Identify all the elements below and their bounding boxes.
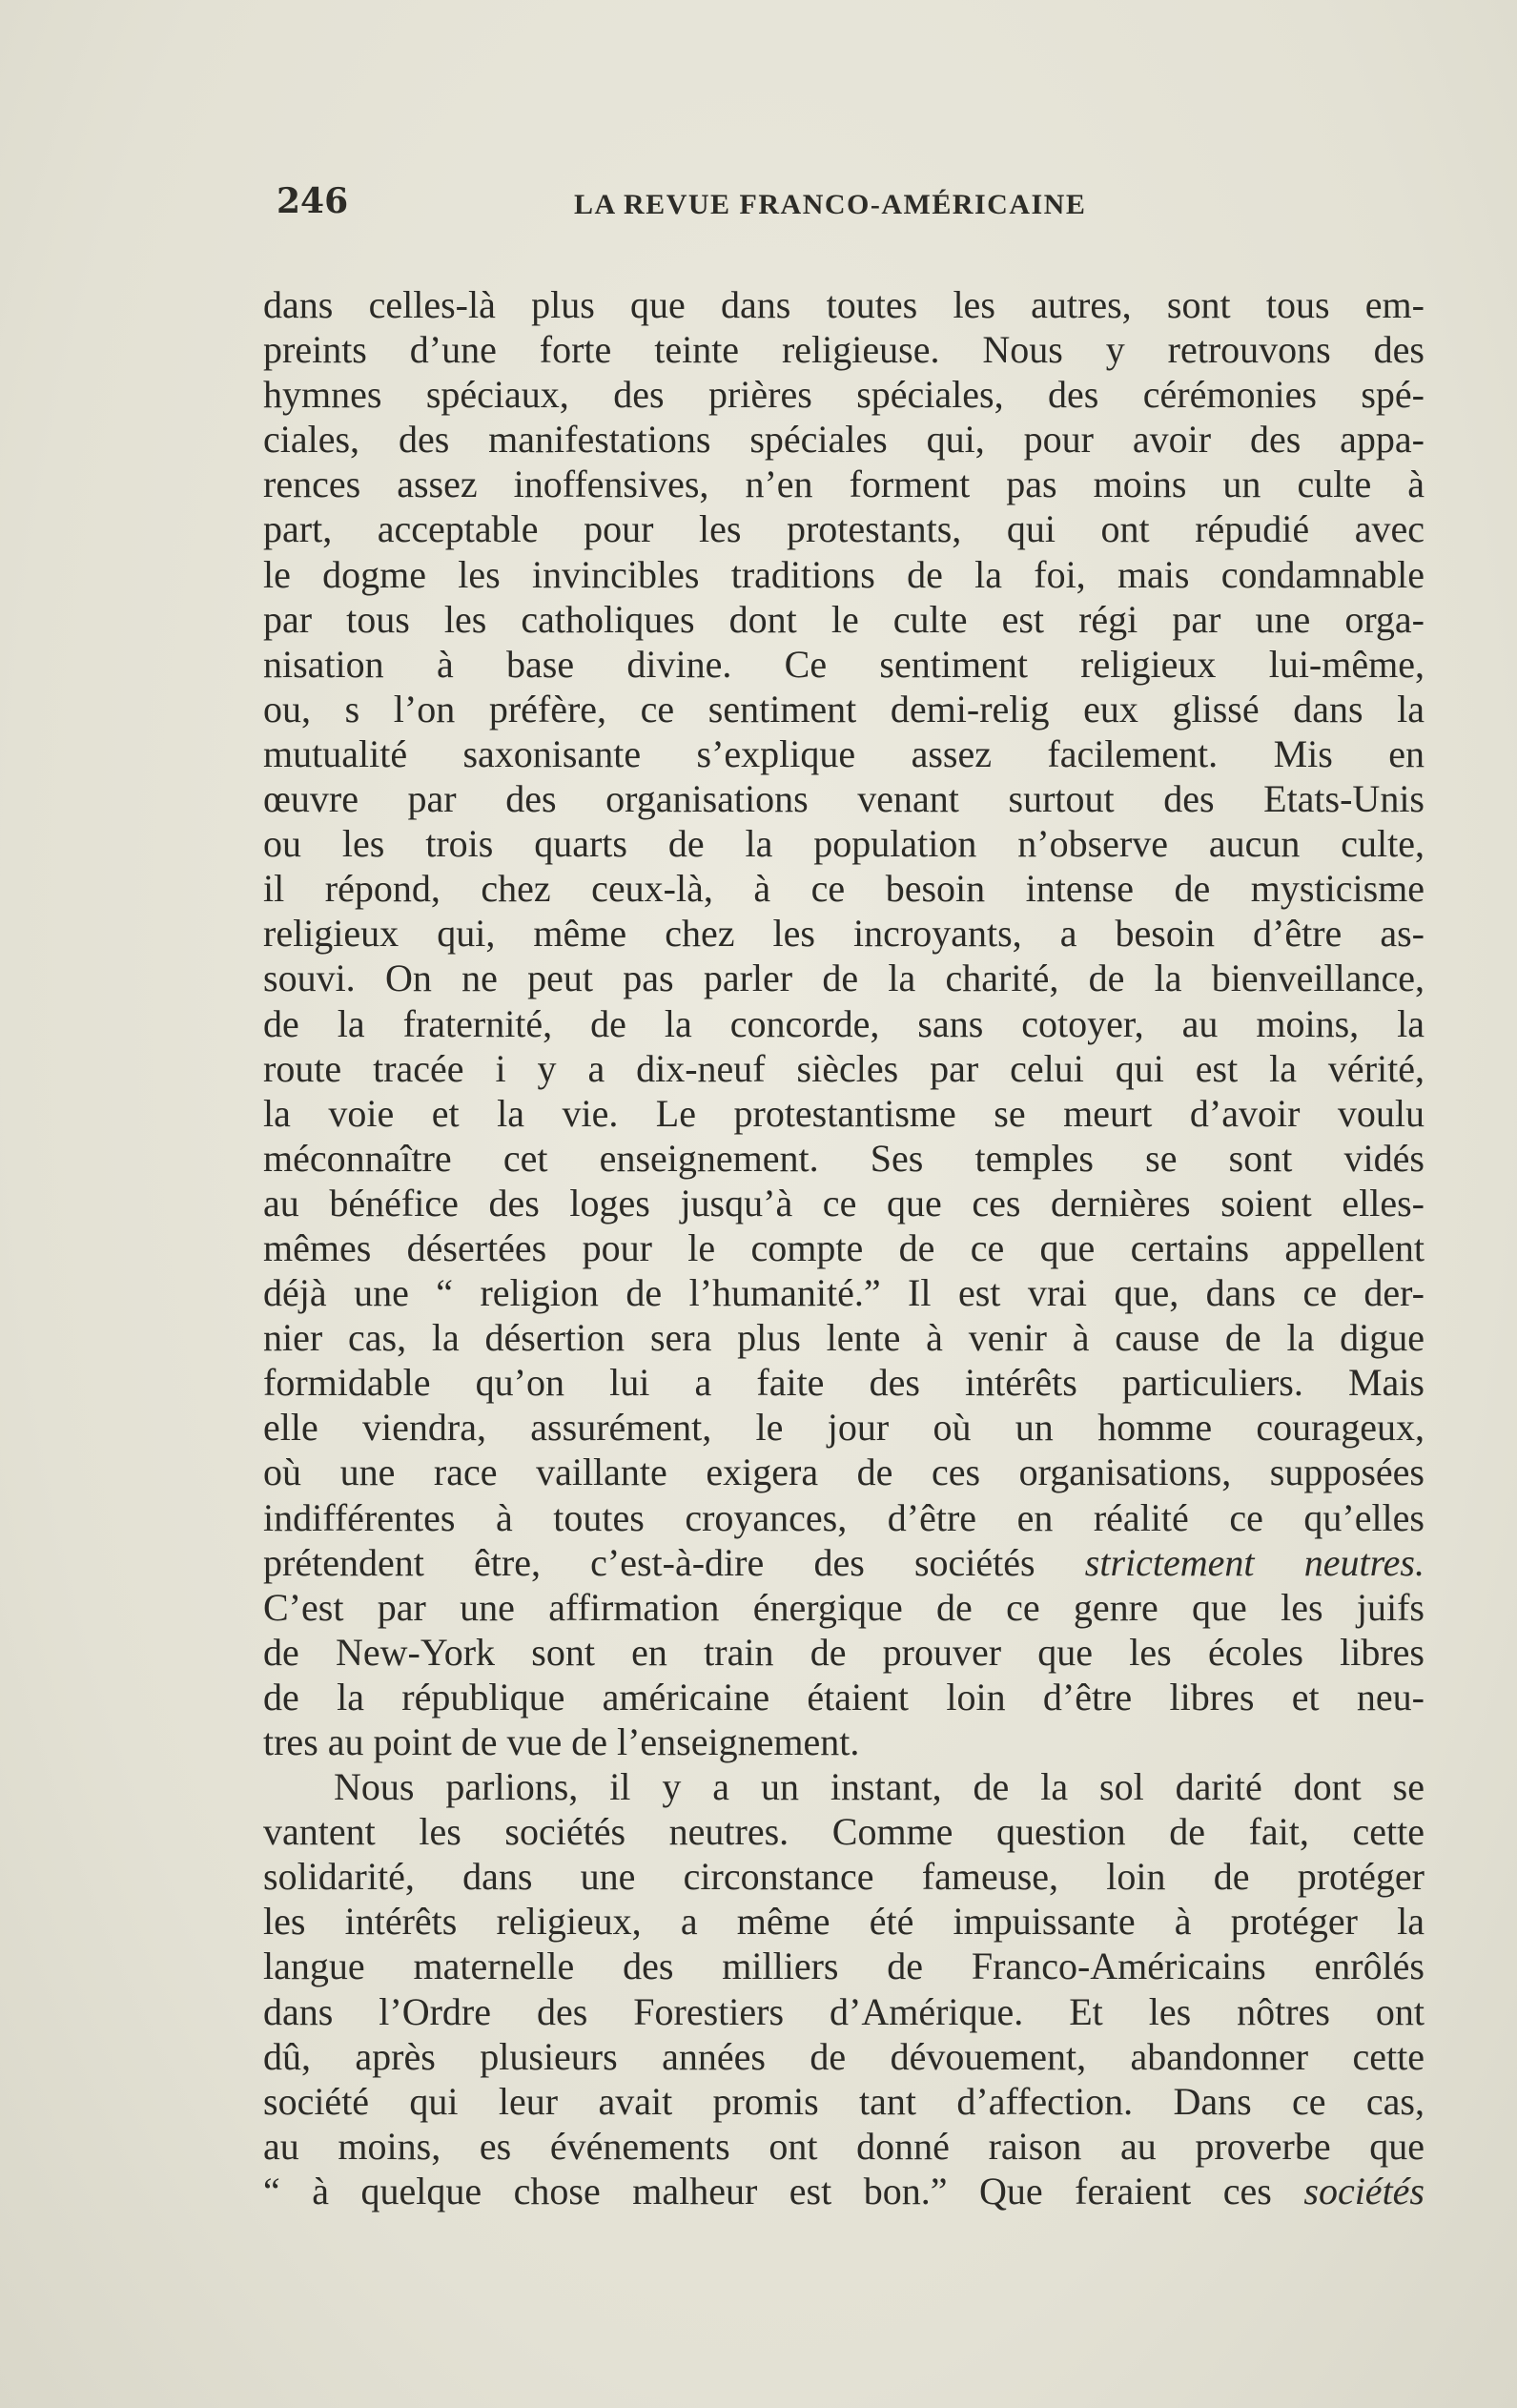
text-segment: “ à quelque chose malheur est bon.” Que feraient ces [263, 2169, 1304, 2212]
text-line: déjà une “ religion de l’humanité.” Il est vrai que, dans ce der- [263, 1271, 1425, 1315]
text-segment: prétendent être, c’est-à-dire des sociétés [263, 1540, 1085, 1584]
paragraph-last-line: tres au point de vue de l’enseignement. [263, 1720, 860, 1763]
text-line: le dogme les invincibles traditions de la foi, mais condamnable [263, 552, 1425, 596]
text-line: nier cas, la désertion sera plus lente à venir à cause de la digue [263, 1316, 1425, 1360]
text-line: il répond, chez ceux-là, à ce besoin intense de mysticisme [263, 867, 1425, 911]
text-line: de la république américaine étaient loin d’être libres et neu- [263, 1675, 1425, 1719]
text-line: société qui leur avait promis tant d’affection. Dans ce cas, [263, 2079, 1425, 2123]
text-line: œuvre par des organisations venant surtout des Etats-Unis [263, 777, 1425, 821]
text-line: formidable qu’on lui a faite des intérêts particuliers. Mais [263, 1361, 1425, 1405]
text-line: preints d’une forte teinte religieuse. Nous y retrouvons des [263, 328, 1425, 372]
text-line: C’est par une affirmation énergique de ce genre que les juifs [263, 1585, 1425, 1629]
text-line: au moins, es événements ont donné raison au proverbe que [263, 2124, 1425, 2168]
page-header [277, 181, 1421, 229]
text-line: ou, s l’on préfère, ce sentiment demi-relig eux glissé dans la [263, 687, 1425, 731]
text-line: hymnes spéciaux, des prières spéciales, des cérémonies spé- [263, 373, 1425, 417]
text-line: solidarité, dans une circonstance fameuse, loin de protéger [263, 1855, 1425, 1899]
text-line: vantent les sociétés neutres. Comme question de fait, cette [263, 1810, 1425, 1854]
text-line: route tracée i y a dix-neuf siècles par celui qui est la vérité, [263, 1046, 1425, 1090]
text-line: mutualité saxonisante s’explique assez facilement. Mis en [263, 731, 1425, 775]
text-line: de New-York sont en train de prouver que les écoles libres [263, 1630, 1425, 1674]
text-line: dans celles-là plus que dans toutes les autres, sont tous em- [263, 283, 1425, 326]
text-line: indifférentes à toutes croyances, d’être en réalité ce qu’elles [263, 1495, 1425, 1539]
italic-emphasis: strictement neutres. [1084, 1540, 1425, 1584]
text-line: nisation à base divine. Ce sentiment religieux lui-même, [263, 642, 1425, 686]
text-line: elle viendra, assurément, le jour où un homme courageux, [263, 1406, 1425, 1450]
text-line: religieux qui, même chez les incroyants, a besoin d’être as- [263, 912, 1425, 956]
text-line: souvi. On ne peut pas parler de la charité, de la bienveillance, [263, 957, 1425, 1000]
paragraph-first-line: Nous parlions, il y a un instant, de la sol darité dont se [334, 1765, 1425, 1809]
text-line [263, 1540, 1425, 1585]
text-line: rences assez inoffensives, n’en forment pas moins un culte à [263, 463, 1425, 506]
text-line: dans l’Ordre des Forestiers d’Amérique. Et les nôtres ont [263, 1989, 1425, 2033]
text-line: de la fraternité, de la concorde, sans cotoyer, au moins, la [263, 1001, 1425, 1045]
text-line: ciales, des manifestations spéciales qui, pour avoir des appa- [263, 418, 1425, 462]
text-line: la voie et la vie. Le protestantisme se meurt d’avoir voulu [263, 1091, 1425, 1135]
text-line: où une race vaillante exigera de ces organisations, supposées [263, 1451, 1425, 1494]
text-line: mêmes désertées pour le compte de ce que certains appellent [263, 1225, 1425, 1269]
page-number: 246 [277, 181, 349, 221]
text-line: méconnaître cet enseignement. Ses temples se sont vidés [263, 1136, 1425, 1180]
text-line: langue maternelle des milliers de Franco-Américains enrôlés [263, 1945, 1425, 1988]
text-line: part, acceptable pour les protestants, qui ont répudié avec [263, 507, 1425, 551]
text-line: ou les trois quarts de la population n’observe aucun culte, [263, 822, 1425, 866]
text-line [263, 2169, 1425, 2213]
body-text [263, 282, 1425, 2213]
text-line: par tous les catholiques dont le culte est régi par une orga- [263, 597, 1425, 641]
text-line: dû, après plusieurs années de dévouement, abandonner cette [263, 2034, 1425, 2078]
running-head: LA REVUE FRANCO-AMÉRICAINE [574, 189, 1087, 220]
text-line: au bénéfice des loges jusqu’à ce que ces dernières soient elles- [263, 1181, 1425, 1225]
italic-emphasis: sociétés [1303, 2169, 1425, 2212]
text-line: les intérêts religieux, a même été impuissante à protéger la [263, 1900, 1425, 1944]
